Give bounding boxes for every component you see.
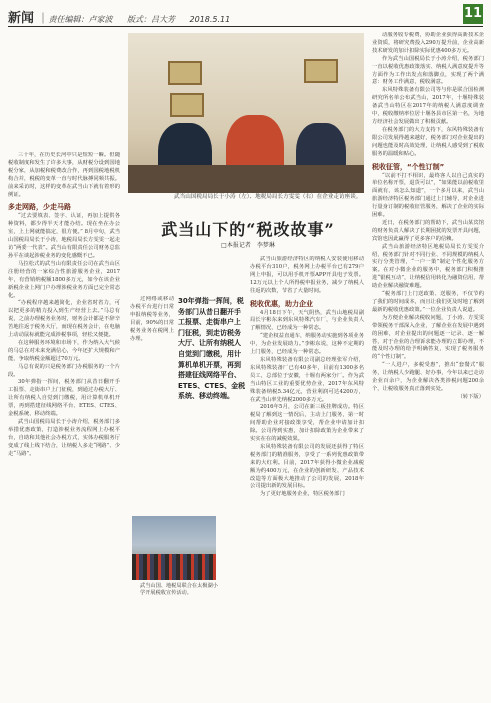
paragraph: 4月18日下午，天气阴热，武当山地税局副局长宇彬东来到东风特殊汽车厂，与企业负责人了解情况，已经成为一种常态。: [250, 309, 364, 332]
article-column-4: [372, 32, 484, 700]
designer-name: 版式：吕大芳: [127, 15, 176, 24]
subheading: 税收征管，“个性订制”: [372, 162, 445, 171]
section-name: 新闻: [8, 11, 35, 26]
issue-date: 2018.5.11: [189, 15, 231, 24]
page-number: 11: [463, 4, 483, 24]
paragraph: 过网络或移动办税平台进行日常申报纳税等业务，目前，90%的日常税务业务在税网上办理。: [130, 296, 174, 342]
continued-note: （转下版）: [457, 393, 484, 400]
paragraph: 为方便企业解决税收问题，丁小涛、方雯雯带领税务干部深入企业，了解企业在发展中遇到的困难，对企业提出的问题逐一记录、逐一解答，对于企业的合理诉求能办理的立即办理，不能及时办理的给予明确答复，实现了税务服务的“个性订制”。: [372, 314, 484, 361]
crowd: [132, 554, 216, 580]
article-column-1: [8, 152, 120, 700]
header-info: 新闻 ｜责任编辑：卢家波 版式：吕大芳 2018.5.11: [8, 11, 231, 26]
paragraph: 30年弹指一挥间，税务部门从昔日翻开手工报票、走街串户上门征税，到通过办税大厅、让所有纳税人自觉到门缴税，用计算机单机开票，再到搭建征线网络平台、ETES、CTES、金税系统、移动终端。: [8, 379, 120, 418]
photo-caption: 武当山国税局局长于小涛（左）、地税局局长方雯雯（右）在企业走访座谈。: [174, 194, 362, 200]
intro-paragraph: 三十年，在历史长河中只是短短一瞬。但随税收制度和发生了许多大事，从财税分设到国地税分家，从加税和税费改合作，再到国税地税机构合并，税税的变革一直与时代脉搏同频共振。前来采访时，这样的变革在武当山下就有着形的例证。: [8, 152, 120, 198]
article-column-3: [250, 256, 364, 700]
paragraph: 武当山国税局局长于小涛介绍，税务部门多举措优惠政策，打造涉税业务流程网上办税平台，自助和其他社会办税方式，实体办税服务厅变成了线上线下结合，让纳税人多走“网路”、少走“马路”。: [8, 419, 120, 457]
paragraph: 东风特殊装备有限公司等与你是联合国检测研究所名单公布武当山，2017年，十堰特殊装备武当山特区在2017年的纳税人满意度调查中，税收缴纳率位居十堰各县市区第一名，为地方经济社会发展做出了积极贡献。: [372, 87, 484, 125]
paragraph: 东风特殊装备有限公司副总经理张军介绍，东风特殊装备厂已有40多年，目前有1300多名员工，总部位于安徽，十堰有两家分厂。作为武当山特区工业的重要优势企业，2017年东风特殊装备纳税5.34亿元，营业利润可达4200万，在武当山率先纳税2000多万元。: [250, 356, 364, 403]
paragraph: 马总有说的只是税务部门办税服务的一个片段。: [8, 363, 120, 378]
paragraph: 为了更好地服务企业，特区税务部门: [260, 491, 345, 498]
article-column-2: [130, 296, 174, 512]
top-photo: [128, 33, 364, 193]
paragraph: “税务部门上门送政策、送服务，不仅节约了我们的时间成本，而且让我们更及时地了解到最新的税收优惠政策。”一位企业负责人说道。: [372, 291, 484, 313]
paragraph: “办税程序越来越简化，企业省时省力，可以把更多的精力投入到生产经营上去。”马总有说，之前办理税务业务时，财务会计都是不辞辛苦地往返于税务大厅，而现在税务会计，在电脑上动动鼠标就能完成涉税事项，轻松又便捷。: [8, 300, 120, 339]
article-title: 武当山下的“税改故事”: [161, 220, 335, 239]
paragraph: “以前不打不相识，最终客人以自己真实的单位名称开票，退货可以”，“如果能以前税收里面就有，该怎么知道”，一个多月以来，武当山旅游经济特区税务部门通过上门辅导，对企业进行量身订制的税收征管服务，解决了企业的实际困难。: [372, 172, 484, 219]
paragraph: 近日，在税务部门的帮助下，武当山某宾馆的财务负责人解决了长期困扰的发票开具问题，宾馆也因此赢得了更多客户的信赖。: [372, 219, 484, 242]
page-header: [8, 4, 483, 27]
paragraph: 动服务收专税费，协助企业获得高新技术企业资质，将研究费投入290万提升前，企业高新技术研发的加计扣除实际优惠400多万元。: [372, 32, 484, 54]
subheading: 税收优惠，助力企业: [250, 299, 313, 308]
paragraph: “过去要填表、签字、认证，再加上提供各种资料，都少得半天才能办结。现在坐在办公室，上上网就能搞定，很方便。” 8月中旬，武当山国税局局长于小涛，地税局局长方雯雯一起走访“两委一代表”。武当山有限责任公司财务总监孙平在谈起涉税业务的变化感慨不已。: [8, 213, 120, 259]
wall-painting: [170, 93, 204, 117]
paragraph: 作为武当山国税局长于小涛介绍，税务部门一直以税收优惠政策落实、纳税人满意度提升等方面作为工作出发点和落脚点，实现了两个满意：财务工作满意，税收满意。: [372, 55, 484, 86]
paragraph: 武当山旅游经济特区地税局局长方雯雯介绍，税务部门针对不同行业、不同规模的纳税人实行分类管理，“一户一策”制定个性化服务方案。在对小微企业的服务中，税务部门积极推进“银税互动”，让纳税信用转化为融资信用，帮助企业解决融资难题。: [372, 243, 484, 290]
photo-caption: 武当山国、地税局联合在太极湖小学开展税收宣传活动。: [140, 583, 218, 596]
paragraph: 在税务部门的大力支持下，东风特殊装备有限公司发展得越来越好，税务部门对企业提出的问题也能及时高效处理，让纳税人感受到了税收服务的温暖和贴心。: [372, 126, 484, 157]
subheading: 多走网路，少走马路: [8, 203, 71, 212]
wall-painting: [304, 59, 338, 83]
paragraph: 2016年5月，公司在新三板挂牌成功。特区税局了解到这一情况后，主动上门服务，第一时间帮助企业对接政策享受，帮企业申请加计扣除。公司得到实惠，加计扣除政策为企业带来了实实在在的减税效果。: [250, 404, 364, 443]
paragraph: “建企权益直通车，纳服务动实施到各项业务中，为企业发展助力。”李彬东说，这种不定期的上门服务，已经成为一种常态。: [250, 333, 364, 356]
byline: □本报记者 李梦琳: [221, 242, 275, 249]
paragraph: 马拉松式的武当山有限责任公司在武当山区注册经营的一家综合性旅游服务企业，2017年，有营销纳税额1800多万元，如今在该企业新税企业上网门户办理涉税业务方面已完全常态化。: [8, 260, 120, 299]
desk: [128, 165, 364, 193]
paragraph: 东风特殊装备有限公司的发展还获得了特区税务部门的精准服务，享受了一系列优惠政策带来的大红利。目前，2017年获得小微企业减税额为约400万元，在企业的创新研发、产品技术改造等方面极大地推动了公司的发展，2018年公司提出新的发展目标。: [250, 443, 364, 490]
paragraph: 在这种服务环境和市场下，作为纳入大气候的马总在对未来充满信心，今年还扩大规模和产能，争取纳税金额超过70万元。: [8, 339, 120, 362]
paragraph: “一人进户，多税受惠”，推出“套餐式”服务，让纳税人少跑腿、好办事，今年以来已走访企业百余户，为企业解决各类涉税问题200余个，让税收服务真正落到实处。: [372, 362, 484, 392]
wall-painting: [168, 61, 202, 85]
pull-quote: 30年弹指一挥间，税务部门从昔日翻开手工报票、走街串户上门征税，到走访税务大厅、让所有纳税人自觉到门缴税，用计算机单机开票，再到搭建征线网络平台、ETES、CTES、金税系统、移动终端。: [178, 297, 246, 401]
paragraph: 武当山旅游经济特区的纳税人安装使用移动办税平台310户，税务网上办税平台已有279户网上申报，可以用手机开票APP开具电子发票。12万元以上个人所得税申报业务，减少了纳税人往返的次数，节省了大量时间。: [250, 256, 364, 294]
editor-name: 责任编辑：卢家波: [48, 15, 113, 24]
bottom-photo: [132, 516, 216, 580]
